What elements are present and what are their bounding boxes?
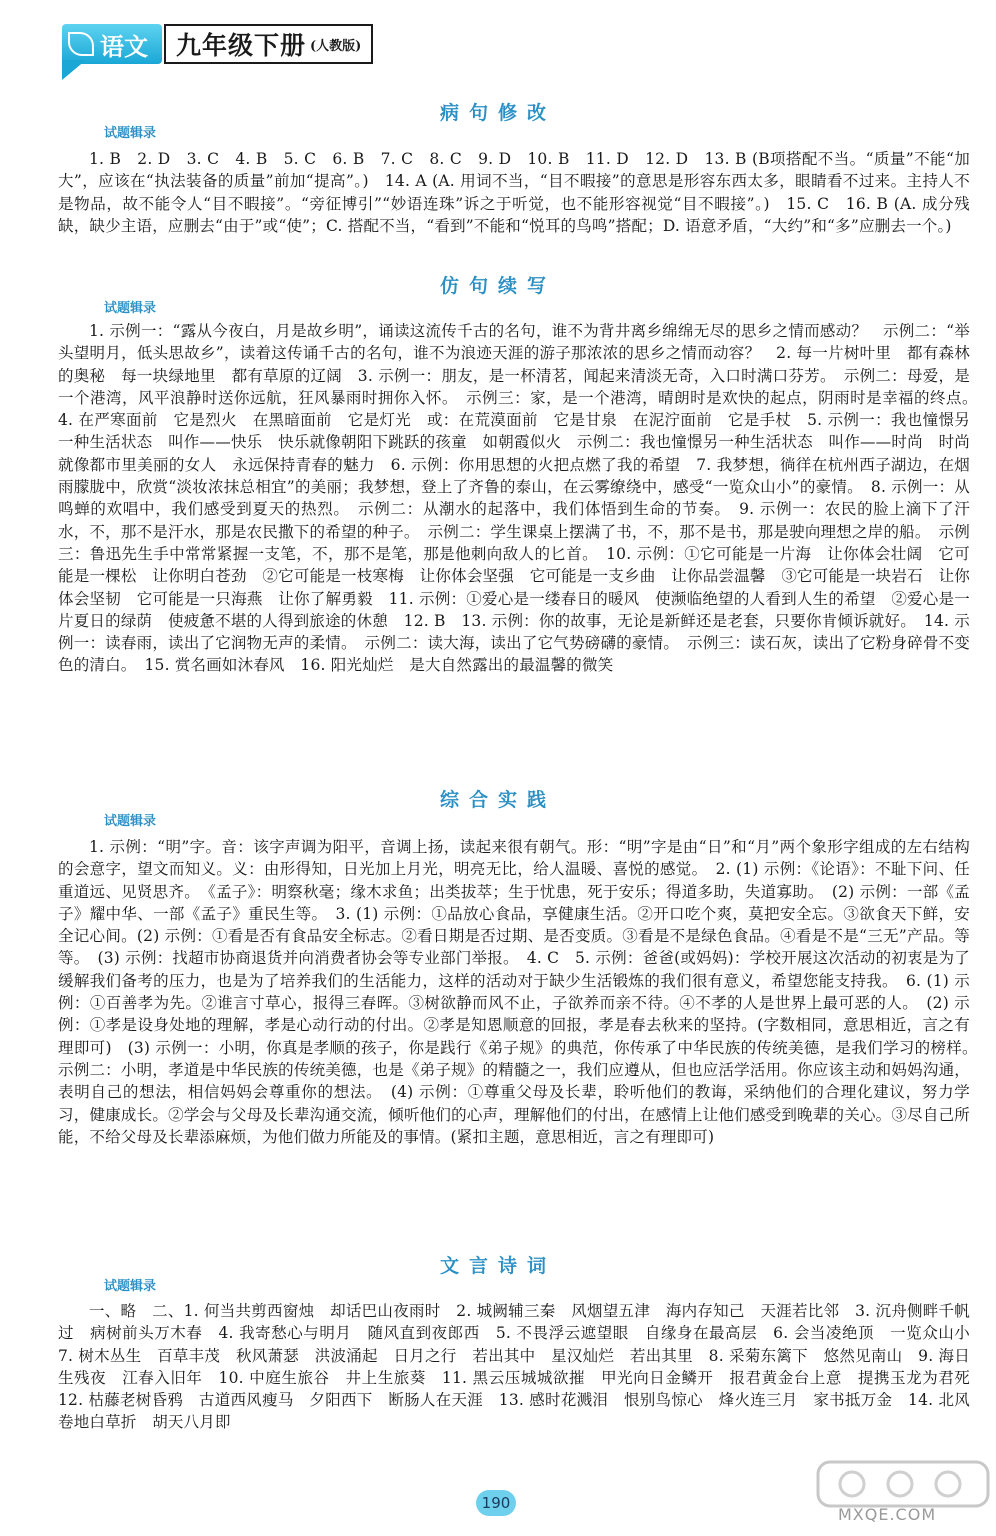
section-title-wenyan: 文言诗词 — [439, 1255, 556, 1277]
section-sub-label: 试题辑录 — [104, 1279, 157, 1294]
grade-box — [164, 24, 373, 64]
section-text-bingju: 1. B 2. D 3. C 4. B 5. C 6. B 7. C 8. C 9. D 10. B 11. D 12. D 13. B (B项搭配不当。“质量”不能“加大”，应该在“执法装备的质量”前加“提高”。) 14. A (A. 用词不当，“目不暇接”的意思是形容东西太多，眼睛看不过来。主持人不是物品，故不能令人“目不暇接”。“旁征博引”“妙语连珠”诉之于听觉，也不能形容视觉“目不暇接”。) 15. C 16. B (A. 成分残缺，缺少主语，应删去“由于”或“使”；C. 搭配不当，“看到”不能和“悦耳的鸟鸣”搭配；D. 语意矛盾，“大约”和“多”应删去一个。) — [58, 150, 970, 235]
watermark-text: MXQE.COM — [838, 1505, 937, 1524]
edition-label: (人教版) — [310, 38, 362, 54]
section-title-bingju: 病句修改 — [439, 102, 556, 124]
section-sub-label: 试题辑录 — [104, 126, 157, 141]
section-title-zonghe: 综合实践 — [439, 789, 556, 811]
book-header — [62, 20, 373, 68]
section-text-zonghe: 1. 示例：“明”字。音：该字声调为阳平，音调上扬，读起来很有朝气。形：“明”字是由“日”和“月”两个象形字组成的左右结构的会意字，望文而知义。义：由形得知，日光加上月光，明亮无比，给人温暖、喜悦的感觉。 2. (1) 示例：《论语》：不耻下问、任重道远、见贤思齐。 《孟子》：明察秋毫；缘木求鱼；出类拔萃；生于忧患，死于安乐；得道多助，失道寡助。 (2) 示例：一部《孟子》耀中华、一部《孟子》重民生等。 3. (1) 示例：①品放心食品，享健康生活。②开口吃个爽，莫把安全忘。③欲食天下鲜，安全记心间。(2) 示例：①看是否有食品安全标志。②看日期是否过期、是否变质。③看是不是绿色食品。④看是不是“三无”产品。等等。 (3) 示例：找超市协商退货并向消费者协会等专业部门举报。 4. C 5. 示例：爸爸(或妈妈)：学校开展这次活动的初衷是为了缓解我们备考的压力，也是为了培养我们的生活能力，这样的活动对于缺少生活锻炼的我们很有意义，希望您能支持我。 6. (1) 示例：①百善孝为先。②谁言寸草心，报得三春晖。③树欲静而风不止，子欲养而亲不待。④不孝的人是世界上最可恶的人。 (2) 示例：①孝是设身处地的理解，孝是心动行动的付出。②孝是知恩顺意的回报，孝是春去秋来的坚持。(字数相同，意思相近，言之有理即可) (3) 示例一：小明，你真是孝顺的孩子，你是践行《弟子规》的典范，你传承了中华民族的传统美德，是我们学习的榜样。 示例二：小明，孝道是中华民族的传统美德，也是《弟子规》的精髓之一，我们应遵从，但也应活学活用。你应该主动和妈妈沟通，表明自己的想法，相信妈妈会尊重你的想法。 (4) 示例：①尊重父母及长辈，聆听他们的教诲，采纳他们的合理化建议，努力学习，健康成长。②学会与父母及长辈沟通交流，倾听他们的心声，理解他们的付出，在感情上让他们感受到晚辈的关心。③尽自己所能，不给父母及长辈添麻烦，为他们做力所能及的事情。(紧扣主题，意思相近，言之有理即可) — [58, 838, 986, 1146]
section-sub-label: 试题辑录 — [104, 814, 157, 829]
page-number: 190 — [476, 1490, 516, 1516]
section-title-fangju: 仿句续写 — [439, 275, 556, 297]
section-text-wenyan: 一、略 二、1. 何当共剪西窗烛 却话巴山夜雨时 2. 城阙辅三秦 风烟望五津 海内存知己 天涯若比邻 3. 沉舟侧畔千帆过 病树前头万木春 4. 我寄愁心与明月 随风直到夜郎西 5. 不畏浮云遮望眼 自缘身在最高层 6. 会当凌绝顶 一览众山小 7. 树木丛生 百草丰茂 秋风萧瑟 洪波涌起 日月之行 若出其中 星汉灿烂 若出其里 8. 采菊东篱下 悠然见南山 9. 海日生残夜 江春入旧年 10. 中庭生旅谷 井上生旅葵 11. 黑云压城城欲摧 甲光向日金鳞开 报君黄金台上意 提携玉龙为君死 12. 枯藤老树昏鸦 古道西风瘦马 夕阳西下 断肠人在天涯 13. 感时花溅泪 恨别鸟惊心 烽火连三月 家书抵万金 14. 北风卷地白草折 胡天八月即 — [58, 1302, 986, 1432]
subject-label: 语文 — [100, 32, 148, 61]
section-text-fangju: 1. 示例一：“露从今夜白，月是故乡明”，诵读这流传千古的名句，谁不为背井离乡绵绵无尽的思乡之情而感动？ 示例二：“举头望明月，低头思故乡”，读着这传诵千古的名句，谁不为浪迹天涯的游子那浓浓的思乡之情而动容？ 2. 每一片树叶里 都有森林的奥秘 每一块绿地里 都有草原的辽阔 3. 示例一：朋友，是一杯清茗，闻起来清淡无奇，入口时满口芬芳。 示例二：母爱，是一个港湾，风平浪静时送你远航，狂风暴雨时拥你入怀。 示例三：家，是一个港湾，晴朗时是欢快的起点，阴雨时是幸福的终点。 4. 在严寒面前 它是烈火 在黑暗面前 它是灯光 或：在荒漠面前 它是甘泉 在泥泞面前 它是手杖 5. 示例一：我也憧憬另一种生活状态 叫作——快乐 快乐就像朝阳下跳跃的孩童 如朝霞似火 示例二：我也憧憬另一种生活状态 叫作——时尚 时尚就像都市里美丽的女人 永远保持青春的魅力 6. 示例：你用思想的火把点燃了我的希望 7. 我梦想，徜徉在杭州西子湖边，在烟雨朦胧中，欣赏“淡妆浓抹总相宜”的美丽；我梦想，登上了齐鲁的泰山，在云雾缭绕中，感受“一览众山小”的豪情。 8. 示例一：从鸣蝉的欢唱中，我们感受到夏天的热烈。 示例二：从潮水的起落中，我们体悟到生命的节奏。 9. 示例一：农民的脸上滴下了汗水，不，那不是汗水，那是农民撒下的希望的种子。 示例二：学生课桌上摆满了书，不，那不是书，那是驶向理想之岸的船。 示例三：鲁迅先生手中常常紧握一支笔，不，那不是笔，那是他刺向敌人的匕首。 10. 示例：①它可能是一片海 让你体会壮阔 它可能是一棵松 让你明白苍劲 ②它可能是一枝寒梅 让你体会坚强 它可能是一支乡曲 让你品尝温馨 ③它可能是一块岩石 让你体会坚韧 它可能是一只海燕 让你了解勇毅 11. 示例：①爱心是一缕春日的暖风 使濒临绝望的人看到人生的希望 ②爱心是一片夏日的绿荫 使疲惫不堪的人得到旅途的休憩 12. B 13. 示例：你的故事，无论是新鲜还是老套，只要你肯倾诉就好。 14. 示例一：读春雨，读出了它润物无声的柔情。 示例二：读大海，读出了它气势磅礴的豪情。 示例三：读石灰，读出了它粉身碎骨不变色的清白。 15. 赏名画如沐春风 16. 阳光灿烂 是大自然露出的最温馨的微笑 — [58, 322, 986, 675]
subject-badge — [62, 24, 162, 64]
header-corner — [62, 60, 86, 80]
section-sub-label: 试题辑录 — [104, 301, 157, 316]
leaf-icon — [68, 32, 94, 56]
grade-label: 九年级下册 — [176, 31, 307, 60]
